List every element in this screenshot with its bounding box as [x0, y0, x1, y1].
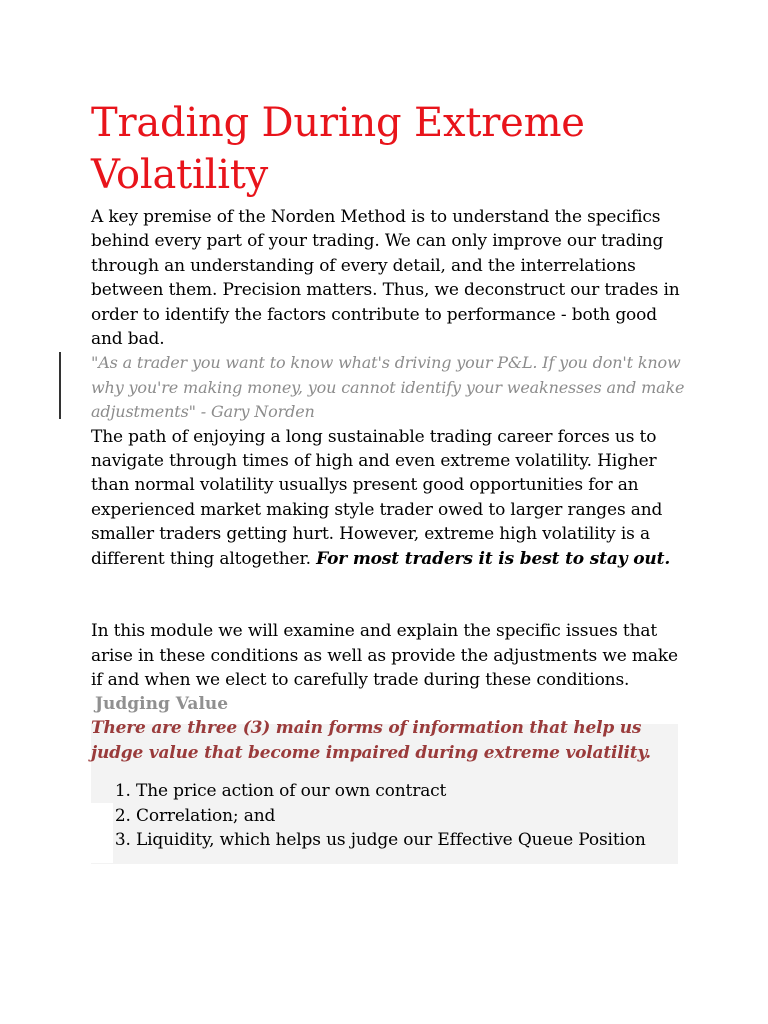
highlight-box [91, 716, 691, 852]
document-title: Trading During Extreme Volatility [91, 100, 585, 198]
volatility-paragraph [91, 425, 691, 571]
info-list [91, 779, 691, 852]
quote-text: "As a trader you want to know what's driving your P&L. If you don't know why you're making money, you cannot identify your weaknesses and make adjustments" - Gary Norden [91, 353, 685, 422]
quote-block [91, 351, 691, 424]
paragraph-spacer [91, 571, 691, 619]
list-item: 2. Correlation; and [136, 804, 691, 828]
volatility-paragraph-text: The path of enjoying a long sustainable trading career forces us to navigate through times of high and even extreme volatility. Higher than normal volatility usuallys present good opportunities for an experienced market making style trader owed to larger ranges and smaller traders getting hurt. However, extreme high volatility is a different thing altogether. [91, 426, 663, 569]
list-item: 3. Liquidity, which helps us judge our Effective Queue Position [136, 828, 691, 852]
list-item: 1. The price action of our own contract [136, 779, 691, 803]
section-intro: There are three (3) main forms of information that help us judge value that become impaired during extreme volatility. [91, 718, 651, 763]
intro-paragraph: A key premise of the Norden Method is to understand the specifics behind every part of your trading. We can only improve our trading through an understanding of every detail, and the interrelations between them. Precision matters. Thus, we deconstruct our trades in order to identify the factors contribute to performance - both good and bad. [91, 207, 680, 350]
document-page [91, 97, 691, 852]
module-paragraph: In this module we will examine and explain the specific issues that arise in these conditions as well as provide the adjustments we make if and when we elect to carefully trade during these conditions. [91, 621, 678, 690]
section-heading: Judging Value [95, 694, 229, 715]
quote-bar [59, 352, 61, 419]
emphasis-text: For most traders it is best to stay out. [316, 548, 671, 569]
